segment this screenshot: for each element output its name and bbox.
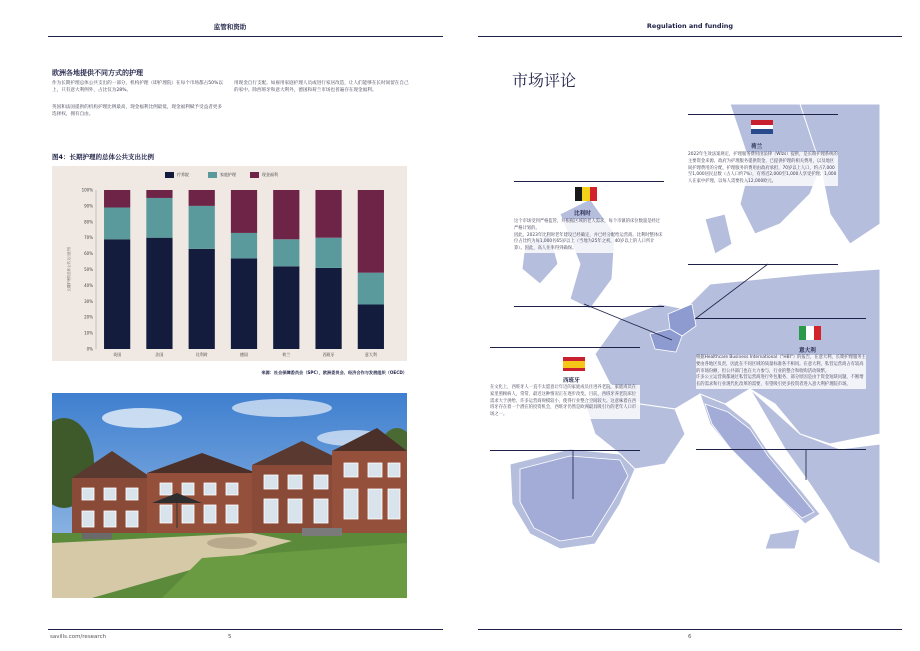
netherlands-flag-icon — [751, 120, 773, 134]
bar-segment-1 — [273, 266, 299, 349]
bar-segment-3 — [146, 190, 172, 198]
italy-text: 根据Healthcare Business International（"HBI"）的报告，在意大利，长期护理服务主要由各地区负责，因此在不同区域的质量标准各不相同。在意大利，私营运营商占有较高的市场份额，但公共部门也在大力参与，行业的整合和收购活动频繁。 许多公立运营商都通过私营运营商进行外包服务，部分原因是由于资金短缺问题，不断增长的需求和行业现代化改革的需要，有望吸引更多投资者进入意大利护理院市场。 — [696, 355, 866, 388]
bar-segment-1 — [189, 249, 215, 349]
y-tick-label: 70% — [84, 235, 93, 241]
x-tick-label: 德国 — [240, 352, 248, 357]
header-rule — [48, 36, 443, 37]
legend-label: 现金福利 — [262, 172, 278, 177]
x-tick-label: 英国 — [113, 352, 122, 357]
figure-title: 图4：长期护理的总体公共支出比例 — [52, 153, 155, 161]
bar-segment-2 — [104, 207, 130, 239]
spain-region — [520, 456, 628, 541]
legend-label: 家庭护理 — [220, 172, 236, 177]
bar-segment-1 — [315, 268, 341, 349]
netherlands-top-rule — [688, 114, 838, 115]
y-tick-label: 90% — [84, 203, 93, 209]
y-tick-label: 60% — [84, 251, 93, 257]
y-axis-label: 长期护理的总体公共支出比例 — [67, 247, 71, 292]
body-paragraph-1: 作为长期护理总体公共支出的一部分，机构护理（即护理院）在每个市场都占50%以上，只有意大利例外，占比仅为28%。 — [52, 81, 223, 94]
header-rule — [478, 36, 902, 37]
bar-segment-2 — [315, 238, 341, 268]
spain-flag-icon — [563, 357, 585, 371]
bar-segment-2 — [189, 206, 215, 249]
x-tick-label: 西班牙 — [322, 352, 335, 357]
belgium-bottom-rule — [514, 306, 664, 307]
spain-bottom-rule — [490, 450, 640, 451]
y-tick-label: 30% — [84, 298, 93, 304]
stacked-bar-chart — [52, 166, 407, 361]
bar-segment-3 — [273, 190, 299, 239]
bar-segment-3 — [231, 190, 257, 233]
belgium-top-rule — [514, 181, 664, 182]
y-tick-label: 100% — [81, 187, 93, 193]
italy-label: 意大利 — [799, 348, 816, 354]
y-tick-label: 20% — [84, 314, 93, 320]
care-home-photo — [52, 393, 407, 598]
y-tick-label: 80% — [84, 219, 93, 225]
chart-source: 来源：社会保障委员会（SPC），欧洲委员会、经济合作与发展组织（OECD） — [261, 370, 407, 375]
body-paragraph-3: 用现金自行支配。如雇用家庭护理人员或进行家居改造，让人们能够在长时间留在自己的家中。除西班牙和意大利外，德国和荷兰市场也普遍存在现金福利。 — [234, 81, 409, 94]
y-tick-label: 40% — [84, 282, 93, 288]
italy-flag-icon — [799, 326, 821, 340]
bar-segment-2 — [358, 273, 384, 305]
left-page-header: 监管和资助 — [213, 23, 247, 31]
body-paragraph-2: 英国和法国提供的机构护理比例最高，现金福利比例最低，现金福利赋予受益者更多选择权，拥有自由。 — [52, 105, 222, 118]
bar-segment-1 — [358, 304, 384, 349]
x-tick-label: 比利时 — [195, 352, 208, 357]
bar-segment-2 — [231, 233, 257, 258]
bar-segment-1 — [104, 239, 130, 349]
spain-label: 西班牙 — [563, 378, 580, 384]
page-number: 6 — [688, 634, 692, 640]
netherlands-bottom-rule — [688, 264, 838, 265]
section-title: 欧洲各地提供不同方式的护理 — [52, 69, 143, 77]
y-tick-label: 0% — [86, 346, 93, 352]
page-title: 市场评论 — [512, 71, 577, 90]
bar-segment-1 — [231, 258, 257, 349]
legend-label: 疗养院 — [177, 172, 189, 177]
italy-top-rule — [696, 318, 866, 319]
bar-segment-3 — [315, 190, 341, 238]
y-tick-label: 10% — [84, 330, 93, 336]
bar-segment-2 — [146, 198, 172, 238]
bar-segment-1 — [146, 238, 172, 349]
italy-bottom-rule — [696, 449, 866, 450]
belgium-flag-icon — [575, 187, 597, 201]
spain-top-rule — [490, 347, 640, 348]
x-tick-label: 法国 — [155, 352, 164, 357]
footer-rule — [48, 629, 443, 630]
bar-segment-3 — [358, 190, 384, 273]
y-tick-label: 50% — [84, 267, 93, 272]
x-tick-label: 荷兰 — [282, 352, 291, 357]
bar-segment-3 — [189, 190, 215, 206]
bar-segment-2 — [273, 239, 299, 266]
footer-url[interactable]: savills.com/research — [50, 634, 107, 640]
belgium-text: 这个市场受到严格监管，并根据区域的老人需求，每个市镇的床位数量是经过严格计划的。 因此，2023年比利时老年建设已经确定，并已经分配给运营商。比利时整体床位占比约为每1,000名65岁以上（当地为25年之初，40岁以上的人口所计算）。因此，高人住率得到确保。 — [514, 219, 663, 252]
bar-segment-3 — [104, 190, 130, 207]
netherlands-label: 荷兰 — [751, 144, 763, 150]
netherlands-text: 2022年生效法案规定，护理服务费用由法律（Wlzs）提供，是长期护理系统的主要资金来源。政府为护理服务提供资金，已提供护理的相关费用，以及地区间护理费用的分配，护理服务的费用由政府承担，70岁以上人口，约占7,000至1,000居民总数（占人口约7%），有将近2,000至1,000人享受护理；1,000人在家中护理。以每人需要投入12,000欧元。 — [688, 152, 838, 185]
footer-rule — [478, 629, 902, 630]
belgium-label: 比利时 — [574, 211, 591, 217]
page-number: 5 — [228, 634, 232, 640]
x-tick-label: 意大利 — [364, 352, 377, 357]
right-page-header: Regulation and funding — [646, 22, 734, 30]
spain-text: 在文化上，西班牙人一直不太愿意让年迈的家庭成员住进养老院，家庭成员在家里照顾病人，常常，最近这种情况正在逐步改变。目前，西班牙养老院床位需求大于供给，许多运营商规模较小，使得行业整合空间较大。这意味着在西班牙存在着一个潜在的投资机会，西班牙仍然是欧洲最具吸引力的老年人口市场之一。 — [490, 385, 640, 419]
